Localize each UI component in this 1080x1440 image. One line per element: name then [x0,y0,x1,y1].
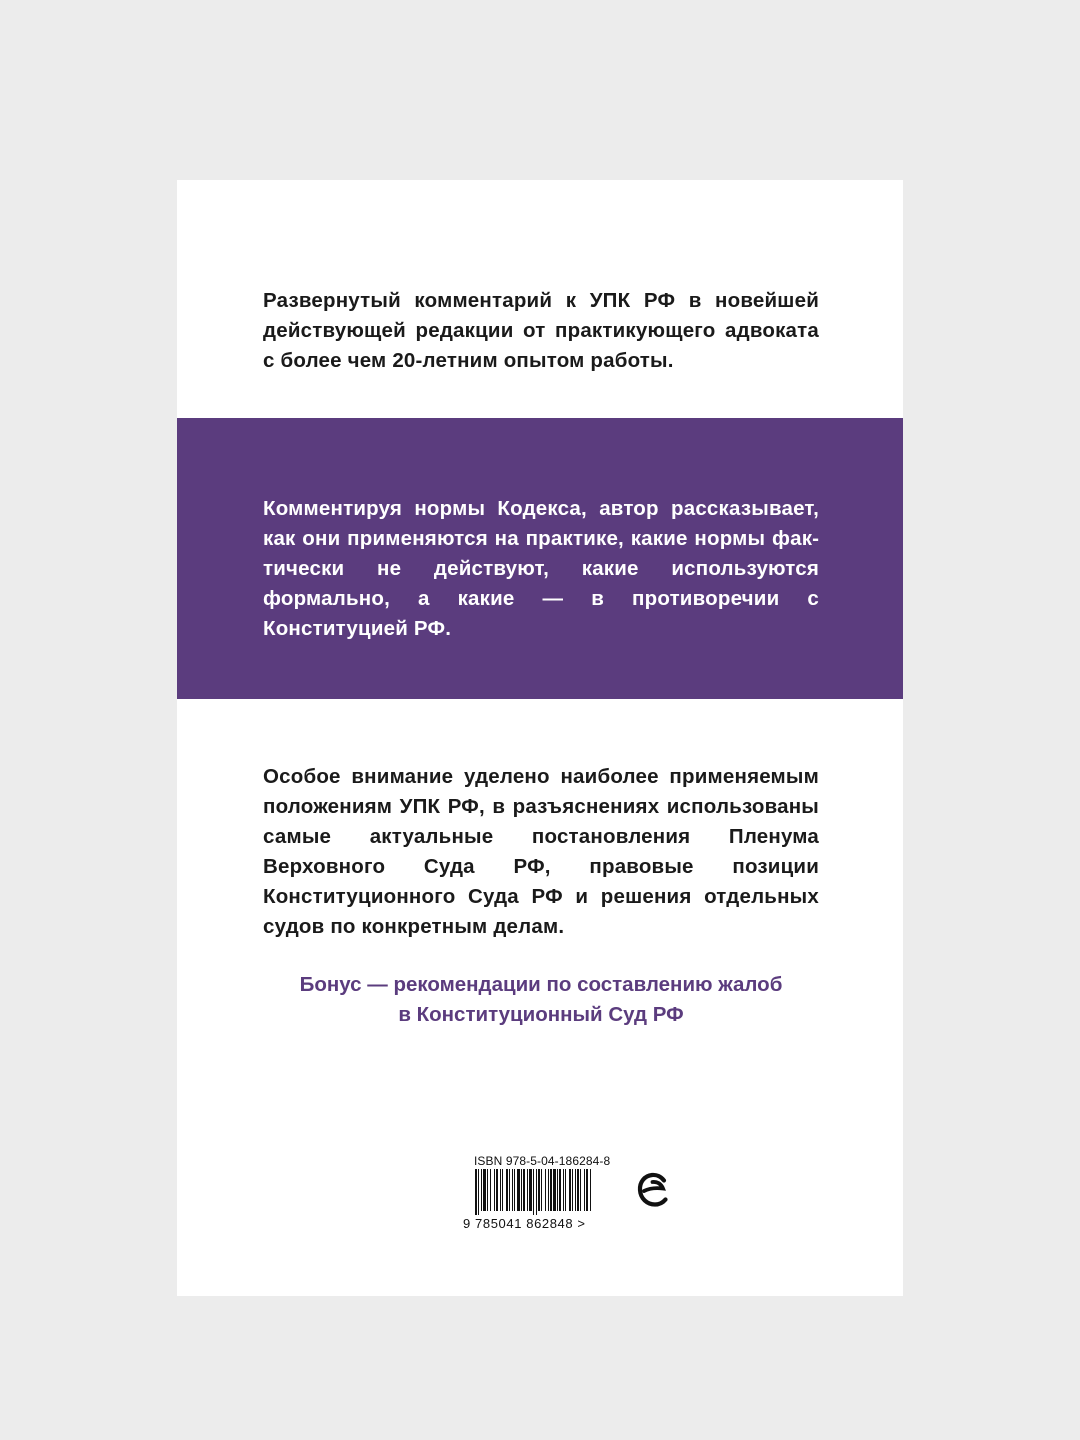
barcode-bar [569,1169,571,1211]
barcode-bar [545,1169,546,1211]
purple-band [177,418,903,699]
barcode-bar [502,1169,503,1211]
barcode-bar [478,1169,479,1215]
barcode-bar [541,1169,542,1211]
barcode-bar [533,1169,534,1215]
isbn-barcode [463,1154,623,1236]
barcode-bar [548,1169,549,1211]
barcode-bar [521,1169,522,1211]
intro-paragraph: Развернутый комментарий к УПК РФ в новейшей действующей редакции от практикующего адвоката с более чем 20-летним опытом работы. [263,289,819,372]
description-paragraph: Комментируя нормы Кодекса, автор рассказывает, как они применяются на практике, какие нормы фактически не действуют, какие используются формально, а какие — в противоречии с Конституцией РФ. [263,497,819,640]
barcode-bar [584,1169,585,1211]
barcode-bar [481,1169,482,1211]
barcode-digits: 9 785041 862848 > [463,1216,586,1231]
bonus-line-2: в Конституционный Суд РФ [398,1003,684,1026]
barcode-bar [559,1169,561,1211]
barcode-bar [509,1169,510,1211]
barcode-bar [483,1169,486,1211]
barcode-bar [577,1169,579,1211]
isbn-label: ISBN 978-5-04-186284-8 [474,1154,611,1168]
barcode-bar [523,1169,525,1211]
barcode-bar [553,1169,556,1211]
details-paragraph: Особое внимание уделено наиболее применяемым положениям УПК РФ, в разъяснениях использованы самые актуальные постановления Пленума Верховного Суда РФ, правовые позиции Конституционного Суда РФ и решения отдельных судов по конкретным делам. [263,765,819,938]
book-back-cover [177,180,903,1296]
barcode-bar [557,1169,558,1211]
barcode-bar [514,1169,515,1211]
bonus-note [263,970,819,1030]
barcode-bar [517,1169,520,1211]
barcode-bar [527,1169,528,1211]
eksmo-e-logo-icon [635,1170,671,1210]
barcode-bars [463,1169,623,1215]
barcode-bar [536,1169,537,1215]
barcode-bar [580,1169,581,1211]
barcode-bar [475,1169,477,1215]
barcode-bar [529,1169,532,1211]
bonus-line-1: Бонус — рекомендации по составлению жалоб [299,973,783,996]
barcode-bar [494,1169,495,1211]
barcode-bar [538,1169,540,1211]
barcode-bar [500,1169,501,1211]
barcode-bar [512,1169,513,1211]
barcode-bar [563,1169,564,1211]
barcode-bar [487,1169,488,1211]
barcode-bar [575,1169,576,1211]
barcode-bar [590,1169,591,1211]
barcode-bar [586,1169,588,1211]
barcode-bar [565,1169,566,1211]
barcode-bar [490,1169,491,1211]
barcode-bar [550,1169,552,1211]
barcode-bar [572,1169,573,1211]
barcode-bar [506,1169,508,1211]
barcode-bar [496,1169,498,1211]
